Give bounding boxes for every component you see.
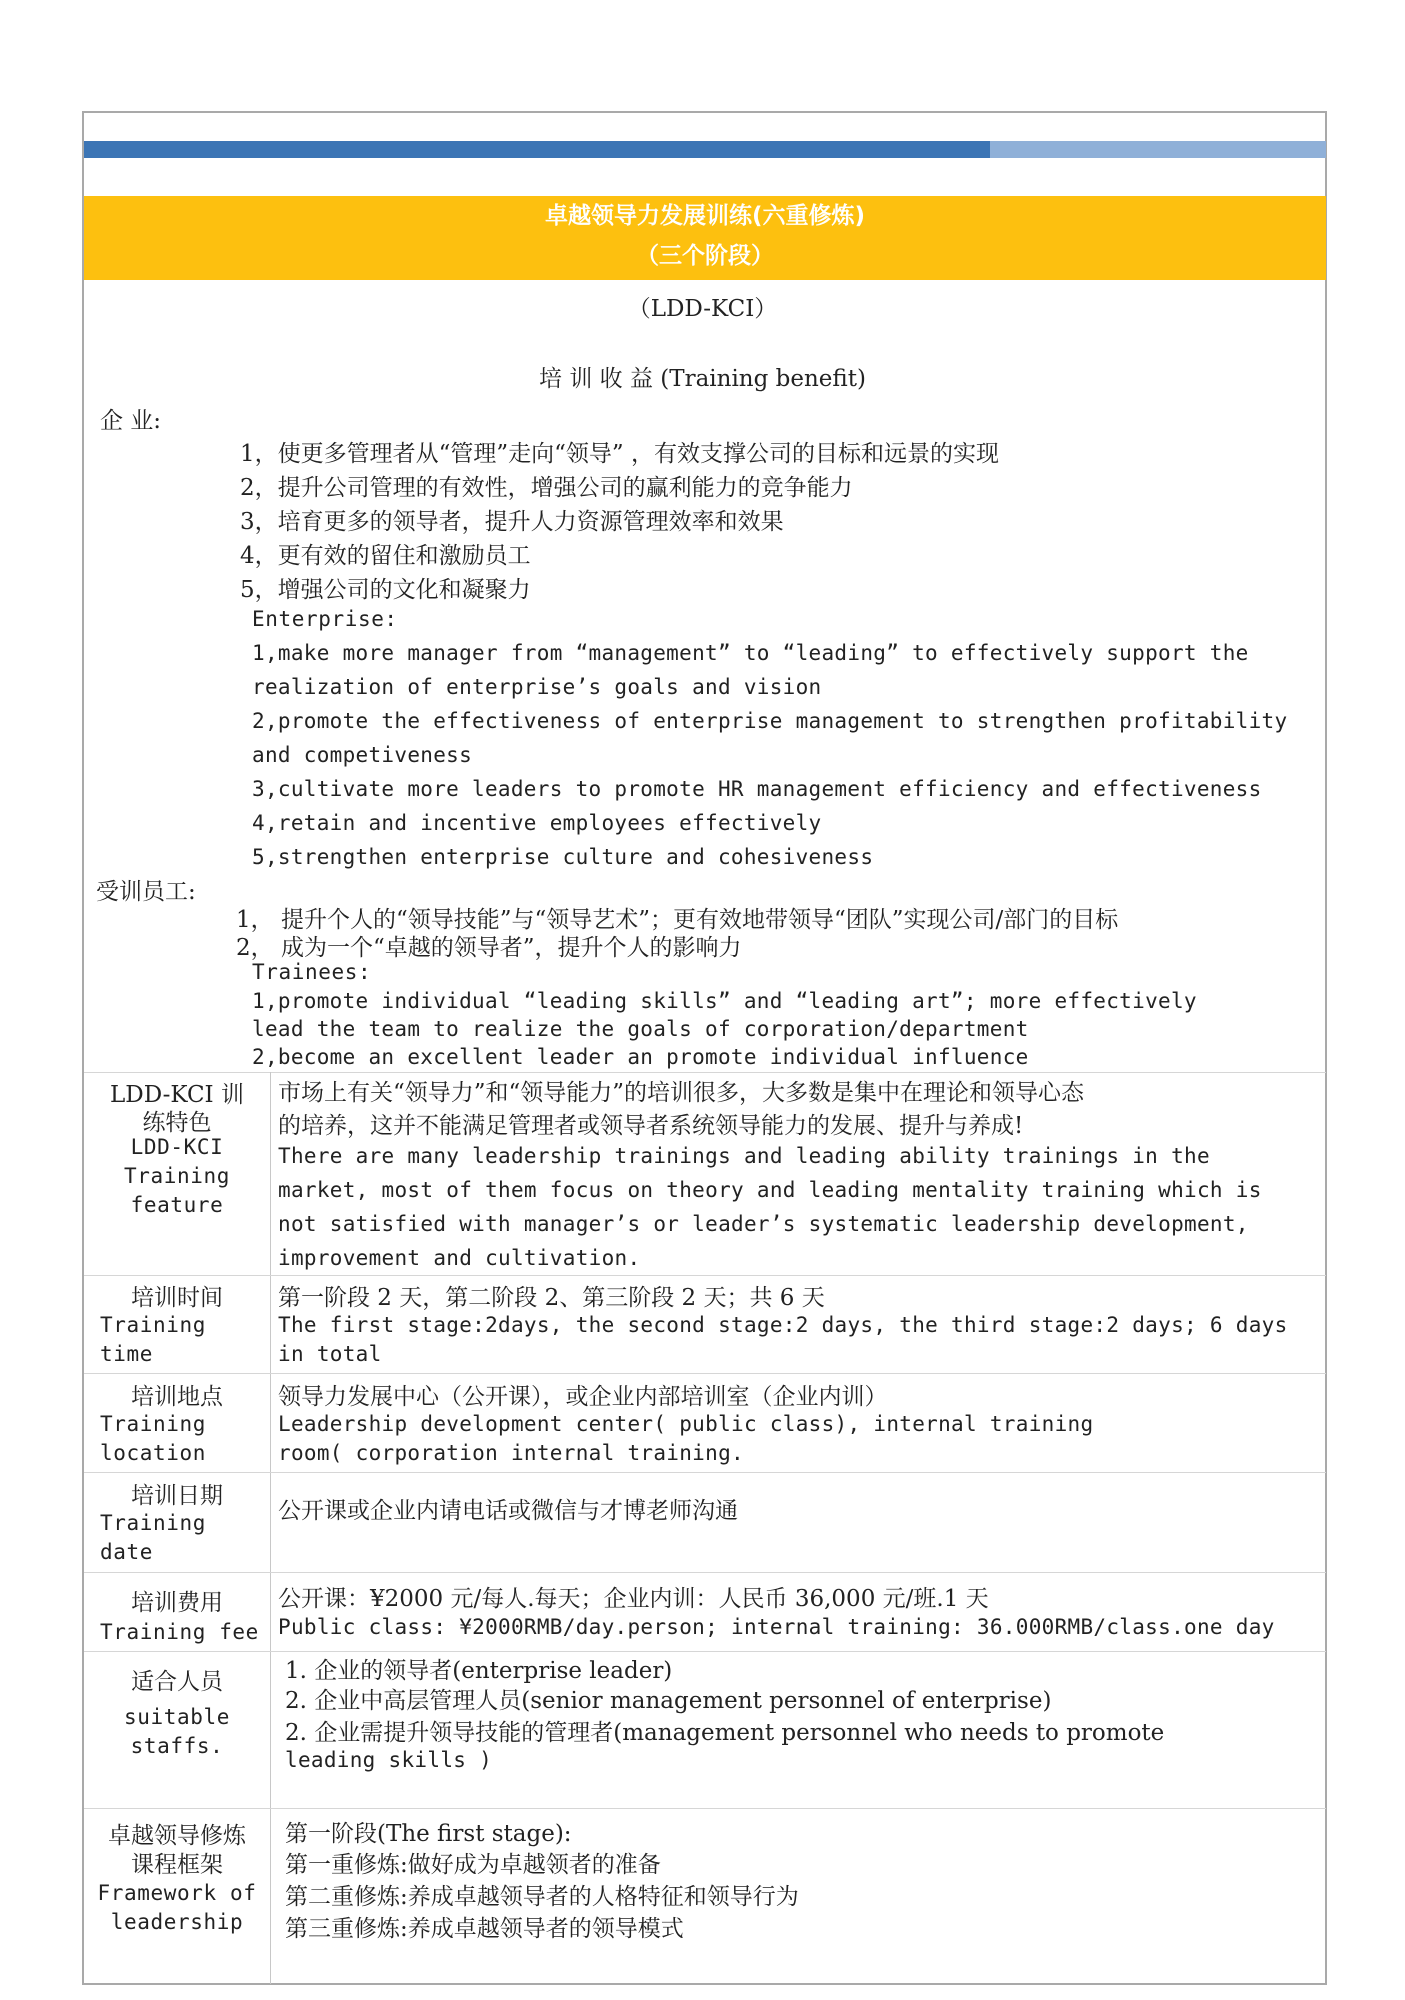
course-code: （LDD-KCI） bbox=[627, 296, 778, 322]
trainees-en-line: lead the team to realize the goals of corporation/department bbox=[252, 1017, 1029, 1041]
row-label-location: 培训地点 bbox=[131, 1384, 223, 1410]
framework-text: 第三重修炼:养成卓越领导者的领导模式 bbox=[285, 1916, 684, 1942]
table-divider bbox=[84, 1373, 1326, 1374]
time-text: in total bbox=[278, 1342, 382, 1366]
row-label-framework: 卓越领导修炼 bbox=[108, 1823, 246, 1849]
row-label-date: date bbox=[100, 1540, 153, 1564]
row-label-time: time bbox=[100, 1342, 153, 1366]
row-label-feature: 练特色 bbox=[142, 1110, 212, 1136]
row-label-fee: 培训费用 bbox=[131, 1590, 223, 1616]
row-label-fee: Training fee bbox=[100, 1620, 259, 1644]
enterprise-cn-item: 2，提升公司管理的有效性，增强公司的赢利能力的竞争能力 bbox=[240, 475, 853, 501]
row-label-location: Training bbox=[100, 1412, 206, 1436]
header-bar-dark bbox=[84, 141, 990, 158]
location-text: Leadership development center( public class), internal training bbox=[278, 1412, 1094, 1436]
time-text: 第一阶段 2 天，第二阶段 2、第三阶段 2 天；共 6 天 bbox=[278, 1285, 825, 1311]
row-label-feature: feature bbox=[130, 1193, 224, 1217]
fee-text: Public class: ¥2000RMB/day.person; internal training: 36.000RMB/class.one day bbox=[278, 1615, 1275, 1639]
trainees-label: 受训员工: bbox=[96, 879, 196, 905]
row-label-staffs: 适合人员 bbox=[131, 1669, 223, 1695]
enterprise-label: 企 业: bbox=[100, 408, 162, 434]
enterprise-en-line: 2,promote the effectiveness of enterprise management to strengthen profitability bbox=[252, 709, 1288, 733]
enterprise-en-line: and competiveness bbox=[252, 743, 473, 767]
row-label-framework: 课程框架 bbox=[131, 1852, 223, 1878]
table-column-divider bbox=[270, 1072, 271, 1984]
enterprise-cn-item: 3，培育更多的领导者，提升人力资源管理效率和效果 bbox=[240, 509, 784, 535]
trainees-en-title: Trainees: bbox=[252, 960, 372, 984]
table-divider bbox=[84, 1572, 1326, 1573]
row-label-feature: LDD-KCI bbox=[130, 1135, 224, 1159]
location-text: room( corporation internal training. bbox=[278, 1441, 744, 1465]
row-label-date: 培训日期 bbox=[131, 1483, 223, 1509]
enterprise-en-line: 1,make more manager from “management” to “leading” to effectively support the bbox=[252, 641, 1249, 665]
staffs-text: 2. 企业中高层管理人员(senior management personnel of enterprise) bbox=[285, 1688, 1052, 1714]
staffs-text: leading skills ) bbox=[285, 1748, 493, 1772]
feature-text: improvement and cultivation. bbox=[278, 1246, 641, 1270]
row-label-staffs: staffs. bbox=[130, 1734, 224, 1758]
framework-text: 第一重修炼:做好成为卓越领者的准备 bbox=[285, 1852, 661, 1878]
enterprise-cn-item: 1，使更多管理者从“管理”走向“领导” ，有效支撑公司的目标和远景的实现 bbox=[240, 441, 999, 467]
date-text: 公开课或企业内请电话或微信与才博老师沟通 bbox=[278, 1498, 738, 1524]
trainees-en-line: 1,promote individual “leading skills” and “leading art”; more effectively bbox=[252, 989, 1197, 1013]
feature-text: 的培养，这并不能满足管理者或领导者系统领导能力的发展、提升与养成! bbox=[278, 1113, 1024, 1139]
enterprise-en-line: realization of enterprise’s goals and vision bbox=[252, 675, 822, 699]
feature-text: There are many leadership trainings and leading ability trainings in the bbox=[278, 1144, 1210, 1168]
course-title: 卓越领导力发展训练(六重修炼) bbox=[544, 203, 866, 229]
table-divider bbox=[84, 1808, 1326, 1809]
trainees-cn-item: 1， 提升个人的“领导技能”与“领导艺术”；更有效地带领导“团队”实现公司/部门的目标 bbox=[236, 907, 1119, 933]
header-bar-light bbox=[990, 141, 1326, 158]
trainees-cn-item: 2， 成为一个“卓越的领导者”，提升个人的影响力 bbox=[236, 935, 742, 961]
enterprise-en-title: Enterprise: bbox=[252, 607, 398, 631]
framework-text: 第一阶段(The first stage): bbox=[285, 1821, 572, 1847]
benefit-heading: 培 训 收 益 (Training benefit) bbox=[539, 366, 866, 392]
row-label-location: location bbox=[100, 1441, 206, 1465]
table-divider bbox=[84, 1651, 1326, 1652]
staffs-text: 1. 企业的领导者(enterprise leader) bbox=[285, 1658, 673, 1684]
row-label-staffs: suitable bbox=[124, 1705, 230, 1729]
row-label-feature: LDD-KCI 训 bbox=[110, 1082, 244, 1108]
row-label-framework: Framework of bbox=[97, 1881, 257, 1905]
row-label-feature: Training bbox=[124, 1164, 230, 1188]
enterprise-en-line: 4,retain and incentive employees effectively bbox=[252, 811, 822, 835]
table-divider bbox=[84, 1275, 1326, 1276]
enterprise-cn-item: 5，增强公司的文化和凝聚力 bbox=[240, 577, 531, 603]
enterprise-cn-item: 4，更有效的留住和激励员工 bbox=[240, 543, 531, 569]
framework-text: 第二重修炼:养成卓越领导者的人格特征和领导行为 bbox=[285, 1884, 799, 1910]
row-label-framework: leadership bbox=[110, 1910, 244, 1934]
staffs-text: 2. 企业需提升领导技能的管理者(management personnel who needs to promote bbox=[285, 1720, 1165, 1746]
enterprise-en-line: 3,cultivate more leaders to promote HR management efficiency and effectiveness bbox=[252, 777, 1262, 801]
row-label-time: Training bbox=[100, 1313, 206, 1337]
row-label-date: Training bbox=[100, 1511, 206, 1535]
location-text: 领导力发展中心（公开课），或企业内部培训室（企业内训） bbox=[278, 1384, 888, 1410]
feature-text: market, most of them focus on theory and leading mentality training which is bbox=[278, 1178, 1262, 1202]
trainees-en-line: 2,become an excellent leader an promote individual influence bbox=[252, 1045, 1029, 1069]
feature-text: 市场上有关“领导力”和“领导能力”的培训很多，大多数是集中在理论和领导心态 bbox=[278, 1080, 1085, 1106]
title-banner bbox=[84, 196, 1326, 280]
row-label-time: 培训时间 bbox=[131, 1285, 223, 1311]
time-text: The first stage:2days, the second stage:2 days, the third stage:2 days; 6 days bbox=[278, 1313, 1288, 1337]
feature-text: not satisfied with manager’s or leader’s systematic leadership development, bbox=[278, 1212, 1249, 1236]
course-subtitle: （三个阶段） bbox=[636, 243, 774, 269]
table-divider bbox=[84, 1472, 1326, 1473]
enterprise-en-line: 5,strengthen enterprise culture and cohesiveness bbox=[252, 845, 874, 869]
fee-text: 公开课：¥2000 元/每人.每天；企业内训：人民币 36,000 元/班.1 天 bbox=[278, 1586, 989, 1612]
